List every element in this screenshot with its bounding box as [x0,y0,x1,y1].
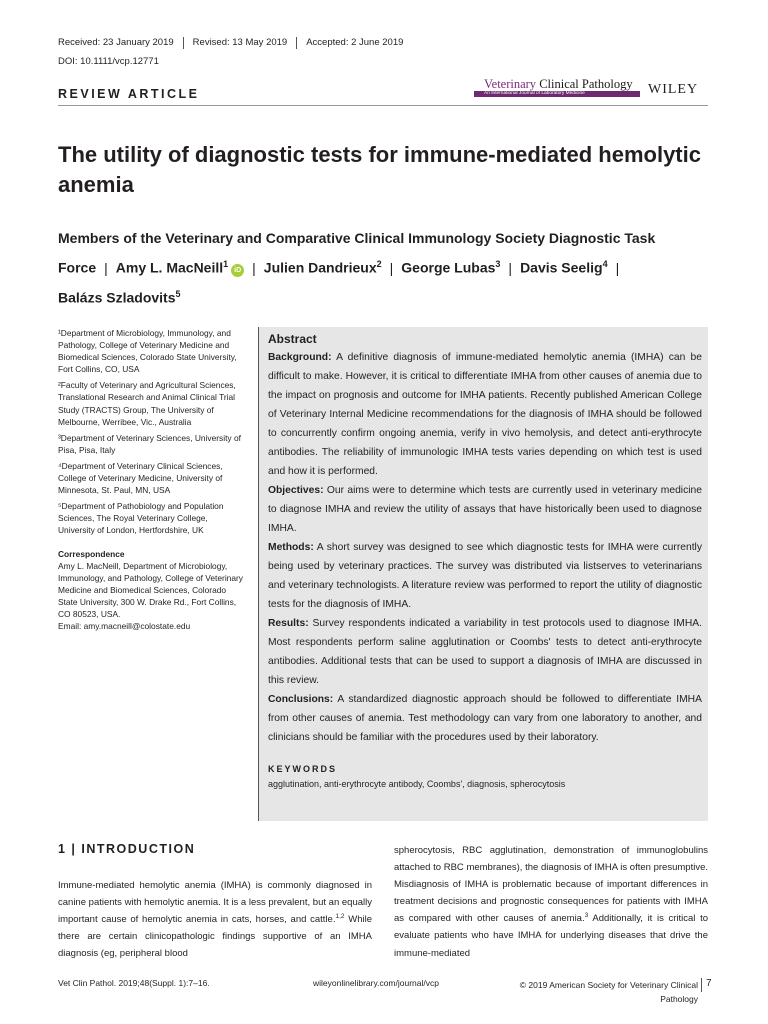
revised-date: Revised: 13 May 2019 [183,37,297,49]
body-text: Additionally, it is critical to evaluate patients who have IMHA for underlying diseases that drive the immune-mediated [394,913,709,959]
section-heading-introduction: 1 | INTRODUCTION [58,842,196,856]
author-lubas: George Lubas [401,259,496,276]
doi: DOI: 10.1111/vcp.12771 [58,56,159,67]
author-macneill: Amy L. MacNeill [115,259,224,276]
author-separator: | [615,259,620,276]
affiliation: ⁴Department of Veterinary Clinical Sciences, College of Veterinary Medicine, University of Minnesota, St. Paul, MN, USA [58,460,223,496]
publisher-logo: WILEY [648,82,699,97]
author-szladovits: Balázs Szladovits [58,289,176,306]
received-date: Received: 23 January 2019 [58,37,174,48]
methods-text: A short survey was designed to see which diagnostic tests for IMHA were currently being used by veterinary practices. The survey was distributed via listserves to veterinarians and veterinary technologists. A literature review was performed to report the utility of diagnostic tests for the diagnosis of IMHA. [268,542,702,610]
citation-ref[interactable]: 3 [584,912,589,920]
journal-tagline: An International Journal of Laboratory Medicine [474,91,640,97]
author-separator: | [252,259,256,276]
results-label: Results: [268,618,309,629]
objectives-label: Objectives: [268,485,324,496]
objectives-text: Our aims were to determine which tests are currently used in veterinary medicine to diagnose IMHA and review the utility of assays that have historically been used to diagnose IMHA. [268,485,702,534]
author-list [58,225,708,310]
keywords: agglutination, anti-erythrocyte antibody, Coombs', diagnosis, spherocytosis [268,779,566,789]
keywords-heading: KEYWORDS [268,764,338,774]
author-group: Members of the Veterinary and Comparative Clinical Immunology Society Diagnostic Task Force [58,230,656,276]
conclusions-label: Conclusions: [268,694,334,705]
author-sup: 5 [175,288,181,299]
affiliations [58,327,246,632]
header-rule [58,105,708,106]
footer-url[interactable]: wileyonlinelibrary.com/journal/vcp [313,978,439,988]
body-text: Immune-mediated hemolytic anemia (IMHA) is commonly diagnosed in canine patients with hemolytic anemia. It is a less prevalent, but an equally important cause of hemolytic anemia in cats, horses, and cattle. [58,880,372,926]
abstract-heading: Abstract [268,332,317,346]
conclusions-text: A standardized diagnostic approach should be followed to differentiate IMHA from other causes of anemia. Test methodology can vary from one laboratory to another, and clinicians should be familiar with the procedures used by their laboratory. [268,694,702,743]
affiliation: ¹Department of Microbiology, Immunology, and Pathology, College of Veterinary Medicine and Biomedical Sciences, Colorado State University, Fort Collins, CO, USA [58,328,237,375]
affiliation: ⁵Department of Pathobiology and Population Sciences, The Royal Veterinary College, University of London, Hertfordshire, UK [58,501,224,536]
author-sup: 2 [376,259,382,269]
author-sup: 3 [495,259,501,269]
author-dandrieux: Julien Dandrieux [263,259,377,276]
background-text: A definitive diagnosis of immune-mediated hemolytic anemia (IMHA) can be difficult to make. However, it is critical to differentiate IMHA from other causes of anemia due to the impact on prognosis and outcome for IMHA patients. Recently published American College of Veterinary Internal Medicine recommendations for the diagnosis of IMHA should be followed to concurrently confirm ongoing anemia, verify in vivo hemolysis, and detect anti-erythrocyte antibodies. The reliability of immunologic IMHA tests varies depending on which test is used and how it is performed. [268,352,702,477]
abstract-text [268,348,702,747]
correspondence-address: Amy L. MacNeill, Department of Microbiology, Immunology, and Pathology, College of Veterinary Medicine and Biomedical Sciences, Colorado State University, 300 W. Drake Rd., Fort Collins, CO 80523, USA. [58,560,243,619]
body-text: spherocytosis, RBC agglutination, demonstration of immunoglobulins attached to RBC membranes), the diagnosis of IMHA is often presumptive. Misdiagnosis of IMHA is problematic because of important differences in treatment decisions and prognostic consequences for patients with IMHA as compared with other causes of anemia. [394,845,708,925]
footer-citation: Vet Clin Pathol. 2019;48(Suppl. 1):7–16. [58,978,210,988]
body-column-left [58,877,372,962]
author-separator: | [389,259,394,276]
affiliation: ²Faculty of Veterinary and Agricultural Sciences, Translational Research and Animal Clinical Trial Study (TRACTS) Group, The University of Melbourne, Werribee, Vic., Australia [58,380,236,427]
journal-name-clinical-pathology: Clinical Pathology [536,77,633,91]
accepted-date: Accepted: 2 June 2019 [296,37,412,49]
results-text: Survey respondents indicated a variability in test protocols used to diagnose IMHA. Most respondents perform saline agglutination or Coombs' tests to detect anti-erythrocyte antibodies. Additional tests that can be used to support a diagnosis of IMHA are discussed in this review. [268,618,702,686]
author-separator: | [104,259,108,276]
correspondence-heading: Correspondence [58,548,125,559]
footer-divider [701,978,702,992]
orcid-icon[interactable]: iD [231,264,244,277]
journal-logo [474,77,640,97]
methods-label: Methods: [268,542,314,553]
body-text: While there are certain clinicopathologic findings supportive of an IMHA diagnosis (eg, peripheral blood [58,914,372,960]
author-sup: 4 [602,259,608,269]
body-column-right [394,842,708,962]
citation-ref[interactable]: 1,2 [335,913,345,921]
article-dates [58,37,412,49]
abstract-box [258,327,708,821]
affiliation: ³Department of Veterinary Sciences, University of Pisa, Pisa, Italy [58,432,241,455]
journal-name-veterinary: Veterinary [484,77,537,91]
page-number: 7 [706,978,712,989]
author-seelig: Davis Seelig [520,259,603,276]
author-sup: 1 [223,259,229,269]
author-separator: | [508,259,513,276]
article-type: REVIEW ARTICLE [58,87,200,101]
background-label: Background: [268,352,332,363]
footer-copyright: © 2019 American Society for Veterinary Clinical Pathology [519,980,698,1004]
article-title: The utility of diagnostic tests for immune-mediated hemolytic anemia [58,142,701,197]
correspondence-email[interactable]: Email: amy.macneill@colostate.edu [58,621,191,632]
journal-name [474,77,640,91]
